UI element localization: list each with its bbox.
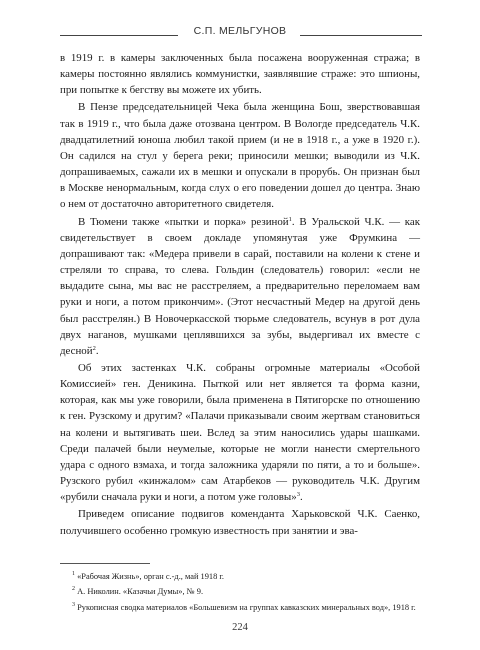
header-rule-left xyxy=(60,35,178,36)
footnote-number: 3 xyxy=(72,601,75,608)
footnote-ref: 2 xyxy=(92,344,96,352)
paragraph xyxy=(60,99,420,212)
paragraph xyxy=(60,360,420,505)
paragraph-text: . В Уральской Ч.К. — как свидетельствует в своем докладе упомянутая уже Фрумкина — допрашивают так: «Медера привели в сарай, поставили на колени к стене и стреляли то справа, то слева. Гольдин (следователь) говорил: «если не выдадите сына, мы вас не расстреляем, а предварительно переломаем вам руки и ноги, а потом прикончим». (Этот несчастный Медер на другой день был расстрелян.) В Новочеркасской тюрьме следователь, всунув в рот дула двух наганов, мушками цеплявшихся за зубы, выдергивал их вместе с десной xyxy=(60,215,420,357)
paragraph-text: в 1919 г. в камеры заключенных была посажена вооруженная стража; в камеры постоянно являлись коммунистки, заявлявшие страже: это шпионы, при попытке к бегству вы можете их убить. xyxy=(60,52,420,97)
paragraph-text: Приведем описание подвигов коменданта Харьковской Ч.К. Саенко, получившего особенно громкую известность при занятии и эва- xyxy=(60,508,420,537)
paragraph-text: В Тюмени также «пытки и порка» резиной xyxy=(78,215,289,228)
body-text xyxy=(60,50,420,540)
footnote-separator xyxy=(60,563,150,564)
paragraph xyxy=(60,50,420,98)
footnote-number: 2 xyxy=(72,586,75,593)
paragraph-text: . xyxy=(95,344,99,357)
footnote-ref: 3 xyxy=(296,491,300,499)
footnote-text: Рукописная сводка материалов «Большевизм на группах кавказских минеральных вод», 1918 г. xyxy=(75,602,416,612)
page-number: 224 xyxy=(232,622,248,633)
footnote-ref: 1 xyxy=(288,215,292,223)
paragraph xyxy=(60,506,420,538)
footnote xyxy=(60,599,420,614)
paragraph xyxy=(60,214,420,359)
paragraph-text: Об этих застенках Ч.К. собраны огромные материалы «Особой Комиссией» ген. Деникина. Пыткой или нет является та форма казни, которая, как мы уже говорили, была применена в Пятигорске по отношению к ген. Рузскому и другим? «Палачи приказывали своим жертвам становиться на колени и вытягивать шеи. Вслед за этим наносились удары шашками. Среди палачей были неумелые, которые не могли нанести смертельного удара с одного взмаха, и тогда заложника ударяли по пяти, а то и больше». Рузского рубил «кинжалом» сам Атарбеков — руководитель Ч.К. Другим «рубили сначала руки и ноги, а потом уже головы» xyxy=(60,361,420,504)
footnote-text: «Рабочая Жизнь», орган с.-д., май 1918 г. xyxy=(75,571,224,581)
footnote xyxy=(60,583,420,598)
footnote-text: А. Николин. «Казачьи Думы», № 9. xyxy=(75,587,204,597)
footnote-number: 1 xyxy=(72,571,75,577)
header-rule-right xyxy=(300,35,422,36)
paragraph-text: В Пензе председательницей Чека была женщина Бош, зверствовавшая так в 1919 г., что была даже отозвана центром. В Вологде председатель Ч.К. двадцатилетний юноша любил такой прием (и не в 1918 г., а уже в 1920 г.). Он садился на стул у берега реки; приносили мешки; выводили из Ч.К. допрашиваемых, сажали их в мешки и опускали в прорубь. Он признан был в Москве ненормальным, когда слух о его поведении дошел до центра. Знаю о нем от достаточно авторитетного свидетеля. xyxy=(60,101,420,211)
paragraph-text: . xyxy=(299,491,303,504)
footnote xyxy=(60,568,420,583)
footnotes xyxy=(60,568,420,614)
running-header xyxy=(60,22,420,42)
running-header-title: С.П. МЕЛЬГУНОВ xyxy=(193,25,287,37)
